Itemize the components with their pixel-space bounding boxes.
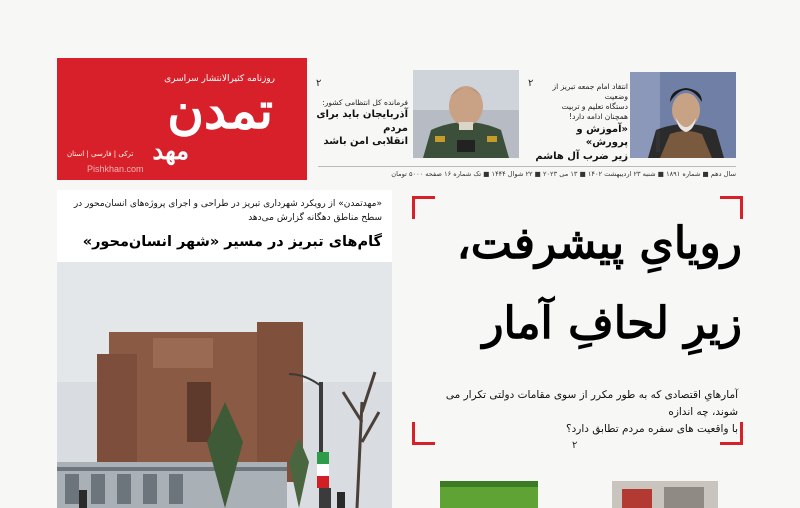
photo-friday-prayer-leader <box>630 72 736 158</box>
masthead-title-main: تمدن <box>167 81 273 140</box>
story-tabriz[interactable] <box>57 190 392 508</box>
masthead-tagline: روزنامه کثیرالانتشار سراسری <box>164 74 275 84</box>
story-tabriz-kicker-line-1: «مهدتمدن» از رویکرد شهرداری تبریز در طراحی و اجرای پروژه‌های انسان‌محور در <box>73 199 382 209</box>
main-headline-line-1[interactable]: رویایِ پیشرفت، <box>456 218 742 269</box>
teaser-cleric[interactable] <box>534 82 628 163</box>
main-story-page: ۲ <box>572 440 578 451</box>
story-tabriz-headline: گام‌های تبریز در مسیر «شهر انسان‌محور» <box>82 234 382 250</box>
teaser-police-kicker: فرمانده کل انتظامی کشور: <box>322 98 408 107</box>
police-commander-illustration <box>413 70 519 158</box>
teaser-cleric-kicker-2: دستگاه تعلیم و تربیت <box>561 102 628 112</box>
masthead-title-prefix: مهد <box>152 136 189 165</box>
cleric-illustration <box>630 72 736 158</box>
teaser-cleric-kicker-1: انتقاد امام جمعه تبریز از وضعیت <box>552 82 628 102</box>
main-subheading-line-1: آمارهایِ اقتصادی که به طور مکرر از سوی مقامات دولتی تکرار می‌ شوند، چه اندازه <box>445 389 738 418</box>
story-tabriz-kicker <box>67 198 382 225</box>
frame-corner-top-left <box>412 196 435 219</box>
photo-police-commander <box>413 70 519 158</box>
teaser-police-page: ۲ <box>316 78 322 89</box>
masthead-title <box>167 81 273 140</box>
teaser-police[interactable] <box>316 98 408 149</box>
masthead-logo <box>57 58 307 180</box>
dateline: سال دهم ■ شماره ۱۸۹۱ ■ شنبه ۲۳ اردیبهشت ۱۴۰۲ ■ ۱۳ می ۲۰۲۳ ■ ۲۲ شوال ۱۴۴۴ ■ تک شماره ۱۶ صفحه ۵۰۰۰ تومان <box>318 166 736 181</box>
masthead-subline: ترکی | فارسی | استان <box>67 150 134 158</box>
main-subheading-line-2: با واقعیت‌ های سفره مردم تطابق دارد؟ <box>566 422 738 435</box>
teaser-cleric-page: ۲ <box>528 78 534 89</box>
tabriz-arg-photo <box>57 262 392 508</box>
teaser-police-title-1: آذربایجان باید برای مردم <box>316 109 408 134</box>
watermark: Pishkhan.com <box>87 164 144 174</box>
main-headline-line-2[interactable]: زیرِ لحافِ آمار <box>482 298 742 349</box>
frame-corner-top-right <box>720 196 743 219</box>
teaser-police-title-2: انقلابی امن باشد <box>323 136 408 148</box>
teaser-cleric-title-2: زیر ضرب آل هاشم <box>535 150 628 162</box>
teaser-cleric-title-1: «آموزش و پرورش» <box>576 123 628 148</box>
main-subheading <box>418 387 738 437</box>
bottom-photo-left <box>440 481 538 508</box>
bottom-photo-right <box>612 481 718 508</box>
teaser-cleric-kicker-3: همچنان ادامه دارد! <box>569 112 628 122</box>
story-tabriz-kicker-line-2: سطح مناطق دهگانه گزارش می‌دهد <box>248 212 382 223</box>
